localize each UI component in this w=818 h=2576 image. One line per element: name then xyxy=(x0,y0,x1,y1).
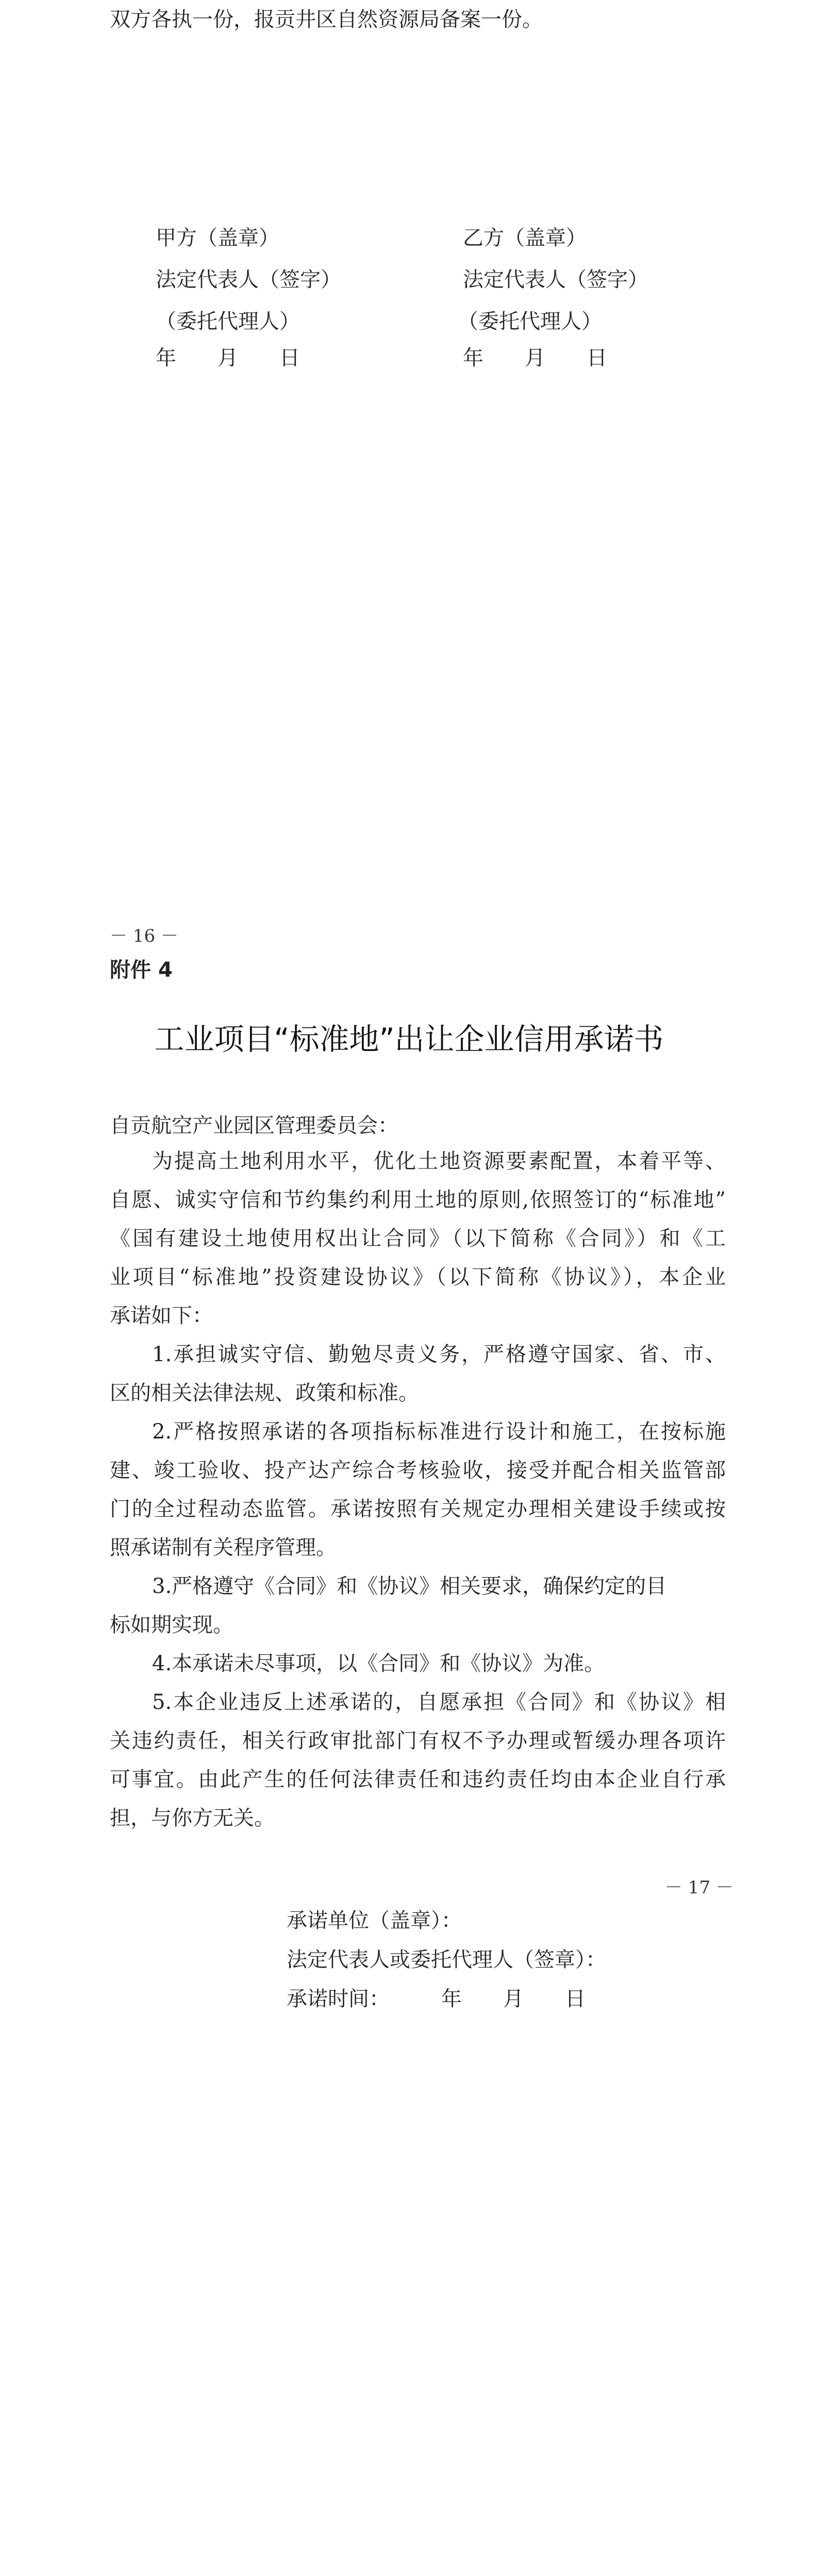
paragraph-intro xyxy=(110,1142,726,1335)
text-line: 担，与你方无关。 xyxy=(110,1806,275,1830)
party-b-agent: （委托代理人） xyxy=(458,310,602,333)
paragraph-item-1 xyxy=(110,1335,726,1413)
page-title: 工业项目“标准地”出让企业信用承诺书 xyxy=(154,1022,664,1057)
attachment-label: 附件 4 xyxy=(110,958,173,982)
text-line: 业项目“标准地”投资建设协议》（以下简称《协议》），本企业 xyxy=(110,1265,726,1289)
text-line: 承诺如下： xyxy=(110,1304,213,1328)
text-line: 4.本承诺未尽事项，以《合同》和《协议》为准。 xyxy=(152,1652,605,1675)
text-line: 2.严格按照承诺的各项指标标准进行设计和施工，在按标施 xyxy=(152,1420,726,1444)
text-line: 为提高土地利用水平，优化土地资源要素配置，本着平等、 xyxy=(152,1149,726,1173)
paragraph-item-2 xyxy=(110,1413,726,1567)
text-line: 标如期实现。 xyxy=(110,1613,233,1637)
party-a-legal-rep: 法定代表人（签字） xyxy=(156,268,341,292)
commitment-legal-rep: 法定代表人或委托代理人（签章）： xyxy=(287,1948,606,1972)
addressee: 自贡航空产业园区管理委员会： xyxy=(110,1114,398,1138)
party-a-seal: 甲方（盖章） xyxy=(156,226,279,250)
party-b-legal-rep: 法定代表人（签字） xyxy=(463,268,648,292)
text-line: 可事宜。由此产生的任何法律责任和违约责任均由本企业自行承 xyxy=(110,1768,726,1791)
paragraph-item-3 xyxy=(110,1567,726,1645)
text-line: 区的相关法律法规、政策和标准。 xyxy=(110,1381,419,1405)
commitment-body xyxy=(110,1142,726,1838)
party-a-date: 年 月 日 xyxy=(156,346,300,370)
text-line: 关违约责任，相关行政审批部门有权不予办理或暂缓办理各项许 xyxy=(110,1729,726,1753)
text-line: 3.严格遵守《合同》和《协议》相关要求，确保约定的目 xyxy=(152,1574,667,1598)
party-b-date: 年 月 日 xyxy=(463,346,607,370)
text-line: 照承诺制有关程序管理。 xyxy=(110,1536,337,1560)
text-line: 自愿、诚实守信和节约集约利用土地的原则,依照签订的“标准地” xyxy=(110,1188,726,1212)
commitment-time: 承诺时间： 年 月 日 xyxy=(287,1987,586,2011)
commitment-unit: 承诺单位（盖章）： xyxy=(287,1909,462,1933)
text-line: 《国有建设土地使用权出让合同》（以下简称《合同》）和《工 xyxy=(110,1227,726,1250)
contract-closing-line: 双方各执一份，报贡井区自然资源局备案一份。 xyxy=(110,8,543,31)
text-line: 1.承担诚实守信、勤勉尽责义务，严格遵守国家、省、市、 xyxy=(152,1343,726,1366)
paragraph-item-5 xyxy=(110,1683,726,1838)
text-line: 门的全过程动态监管。承诺按照有关规定办理相关建设手续或按 xyxy=(110,1497,726,1521)
text-line: 5.本企业违反上述承诺的，自愿承担《合同》和《协议》相 xyxy=(152,1690,726,1714)
paragraph-item-4 xyxy=(110,1645,726,1683)
party-a-agent: （委托代理人） xyxy=(156,310,300,333)
party-b-seal: 乙方（盖章） xyxy=(463,226,587,250)
page-number-17: － 17 － xyxy=(665,1877,733,1898)
text-line: 建、竣工验收、投产达产综合考核验收，接受并配合相关监管部 xyxy=(110,1459,726,1482)
page-number-16: － 16 － xyxy=(110,926,178,946)
